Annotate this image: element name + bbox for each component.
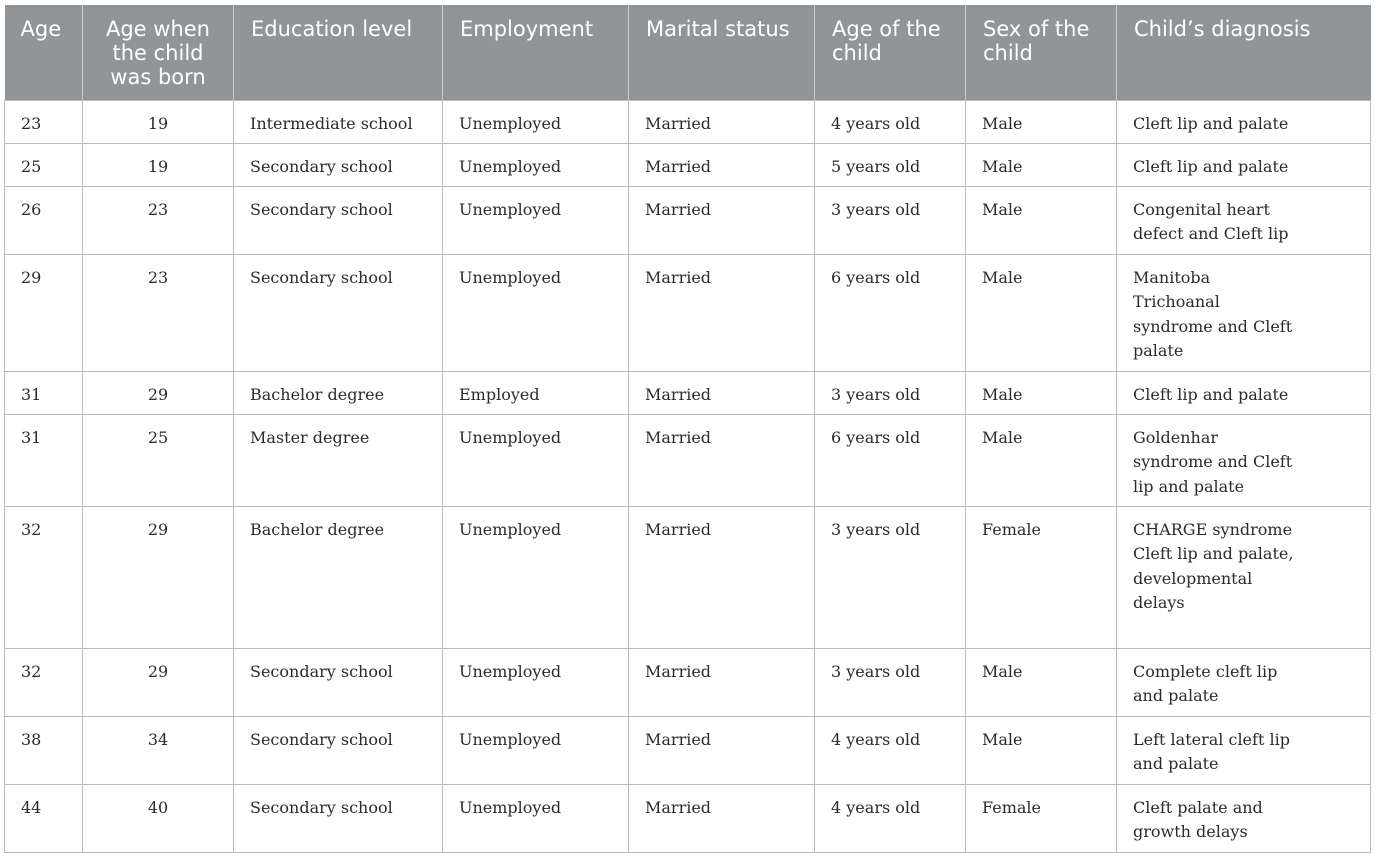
cell-marital-status: Married xyxy=(629,784,815,852)
table-row xyxy=(5,648,1371,716)
header-age: Age xyxy=(5,5,83,100)
table-row xyxy=(5,186,1371,254)
table-body xyxy=(5,100,1371,852)
cell-marital-status: Married xyxy=(629,506,815,648)
cell-education: Bachelor degree xyxy=(234,371,443,414)
cell-child-age: 6 years old xyxy=(815,414,966,506)
table-row xyxy=(5,143,1371,186)
cell-child-age: 4 years old xyxy=(815,100,966,143)
cell-diagnosis: Manitoba Trichoanal syndrome and Cleft palate xyxy=(1117,254,1371,371)
cell-child-sex: Male xyxy=(966,648,1117,716)
header-age-when-child-born: Age when the child was born xyxy=(83,5,234,100)
table-row xyxy=(5,716,1371,784)
cell-diagnosis: Cleft lip and palate xyxy=(1117,143,1371,186)
cell-employment: Unemployed xyxy=(443,784,629,852)
cell-education: Secondary school xyxy=(234,716,443,784)
header-education-level: Education level xyxy=(234,5,443,100)
cell-age: 32 xyxy=(5,506,83,648)
header-age-of-child: Age of the child xyxy=(815,5,966,100)
cell-age: 32 xyxy=(5,648,83,716)
cell-child-sex: Male xyxy=(966,716,1117,784)
cell-diagnosis: Cleft lip and palate xyxy=(1117,100,1371,143)
cell-marital-status: Married xyxy=(629,186,815,254)
cell-diagnosis: Left lateral cleft lip and palate xyxy=(1117,716,1371,784)
table-row xyxy=(5,254,1371,371)
cell-child-age: 3 years old xyxy=(815,371,966,414)
cell-employment: Unemployed xyxy=(443,648,629,716)
cell-marital-status: Married xyxy=(629,254,815,371)
cell-age: 25 xyxy=(5,143,83,186)
cell-child-age: 4 years old xyxy=(815,784,966,852)
cell-child-sex: Male xyxy=(966,371,1117,414)
cell-age-when-born: 34 xyxy=(83,716,234,784)
cell-child-age: 3 years old xyxy=(815,506,966,648)
cell-child-age: 6 years old xyxy=(815,254,966,371)
cell-marital-status: Married xyxy=(629,100,815,143)
header-marital-status: Marital status xyxy=(629,5,815,100)
cell-age-when-born: 29 xyxy=(83,506,234,648)
cell-employment: Unemployed xyxy=(443,414,629,506)
cell-marital-status: Married xyxy=(629,371,815,414)
cell-education: Secondary school xyxy=(234,254,443,371)
cell-employment: Unemployed xyxy=(443,100,629,143)
cell-diagnosis: Cleft lip and palate xyxy=(1117,371,1371,414)
cell-age: 31 xyxy=(5,371,83,414)
cell-age: 26 xyxy=(5,186,83,254)
cell-age: 29 xyxy=(5,254,83,371)
cell-child-age: 5 years old xyxy=(815,143,966,186)
cell-employment: Unemployed xyxy=(443,186,629,254)
cell-child-age: 4 years old xyxy=(815,716,966,784)
cell-diagnosis: Cleft palate and growth delays xyxy=(1117,784,1371,852)
table-row xyxy=(5,371,1371,414)
cell-employment: Employed xyxy=(443,371,629,414)
cell-child-sex: Male xyxy=(966,254,1117,371)
cell-age-when-born: 19 xyxy=(83,143,234,186)
table-row xyxy=(5,506,1371,648)
cell-age: 38 xyxy=(5,716,83,784)
cell-child-sex: Male xyxy=(966,143,1117,186)
cell-age-when-born: 29 xyxy=(83,648,234,716)
cell-employment: Unemployed xyxy=(443,143,629,186)
cell-employment: Unemployed xyxy=(443,716,629,784)
cell-age-when-born: 29 xyxy=(83,371,234,414)
table-row xyxy=(5,414,1371,506)
cell-child-age: 3 years old xyxy=(815,186,966,254)
cell-age-when-born: 23 xyxy=(83,254,234,371)
cell-child-age: 3 years old xyxy=(815,648,966,716)
cell-marital-status: Married xyxy=(629,143,815,186)
cell-child-sex: Female xyxy=(966,784,1117,852)
cell-marital-status: Married xyxy=(629,716,815,784)
cell-employment: Unemployed xyxy=(443,254,629,371)
cell-age-when-born: 25 xyxy=(83,414,234,506)
cell-child-sex: Male xyxy=(966,186,1117,254)
cell-age: 44 xyxy=(5,784,83,852)
cell-age-when-born: 40 xyxy=(83,784,234,852)
header-sex-of-child: Sex of the child xyxy=(966,5,1117,100)
header-childs-diagnosis: Child’s diagnosis xyxy=(1117,5,1371,100)
cell-education: Secondary school xyxy=(234,648,443,716)
cell-education: Secondary school xyxy=(234,186,443,254)
cell-diagnosis: CHARGE syndrome Cleft lip and palate, developmental delays xyxy=(1117,506,1371,648)
cell-employment: Unemployed xyxy=(443,506,629,648)
cell-education: Master degree xyxy=(234,414,443,506)
cell-diagnosis: Goldenhar syndrome and Cleft lip and palate xyxy=(1117,414,1371,506)
table-header xyxy=(5,5,1371,100)
table-row xyxy=(5,784,1371,852)
participants-table xyxy=(4,5,1371,853)
cell-child-sex: Male xyxy=(966,414,1117,506)
cell-education: Secondary school xyxy=(234,143,443,186)
cell-age-when-born: 23 xyxy=(83,186,234,254)
cell-marital-status: Married xyxy=(629,648,815,716)
cell-diagnosis: Congenital heart defect and Cleft lip xyxy=(1117,186,1371,254)
header-employment: Employment xyxy=(443,5,629,100)
cell-education: Intermediate school xyxy=(234,100,443,143)
cell-child-sex: Male xyxy=(966,100,1117,143)
cell-diagnosis: Complete cleft lip and palate xyxy=(1117,648,1371,716)
cell-marital-status: Married xyxy=(629,414,815,506)
cell-education: Secondary school xyxy=(234,784,443,852)
cell-child-sex: Female xyxy=(966,506,1117,648)
cell-age: 23 xyxy=(5,100,83,143)
header-row xyxy=(5,5,1371,100)
cell-age: 31 xyxy=(5,414,83,506)
cell-age-when-born: 19 xyxy=(83,100,234,143)
cell-education: Bachelor degree xyxy=(234,506,443,648)
table-row xyxy=(5,100,1371,143)
